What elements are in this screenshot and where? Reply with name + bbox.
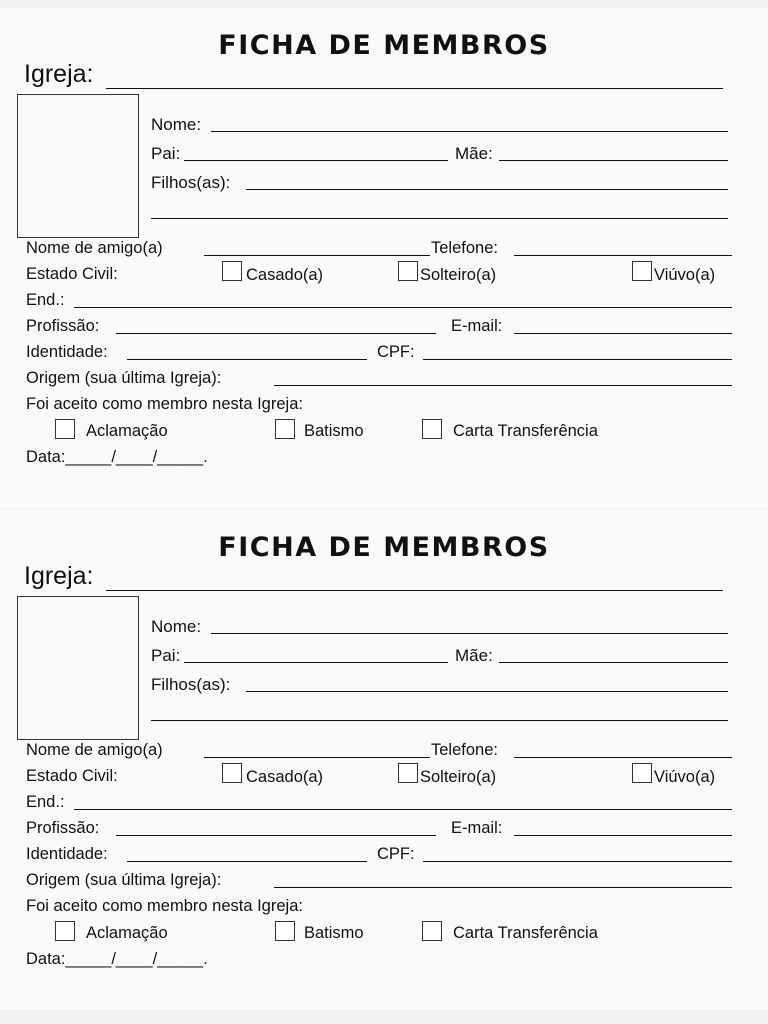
form-title: FICHA DE MEMBROS	[218, 30, 550, 61]
solteiro-label: Solteiro(a)	[420, 768, 497, 786]
carta-label: Carta Transferência	[453, 422, 598, 440]
viuvo-checkbox[interactable]	[632, 763, 652, 783]
cpf-field[interactable]	[423, 861, 732, 862]
estado-civil-label: Estado Civil:	[26, 265, 118, 283]
email-field[interactable]	[514, 333, 732, 334]
aclamacao-checkbox[interactable]	[55, 921, 75, 941]
filhos-field-extra[interactable]	[151, 218, 728, 219]
telefone-label: Telefone:	[431, 239, 498, 257]
filhos-field[interactable]	[246, 691, 728, 692]
pai-label: Pai:	[151, 646, 181, 665]
viuvo-checkbox[interactable]	[632, 261, 652, 281]
viuvo-label: Viúvo(a)	[654, 266, 716, 284]
carta-label: Carta Transferência	[453, 924, 598, 942]
email-label: E-mail:	[451, 317, 503, 335]
casado-label: Casado(a)	[246, 266, 324, 284]
batismo-label: Batismo	[304, 924, 364, 942]
viuvo-label: Viúvo(a)	[654, 768, 716, 786]
amigo-label: Nome de amigo(a)	[26, 239, 163, 257]
profissao-label: Profissão:	[26, 819, 100, 837]
end-label: End.:	[26, 291, 65, 309]
estado-civil-label: Estado Civil:	[26, 767, 118, 785]
filhos-field[interactable]	[246, 189, 728, 190]
batismo-checkbox[interactable]	[275, 419, 295, 439]
identidade-label: Identidade:	[26, 845, 108, 863]
mae-field[interactable]	[499, 160, 728, 161]
origem-label: Origem (sua última Igreja):	[26, 369, 222, 387]
mae-label: Mãe:	[455, 144, 493, 163]
cpf-field[interactable]	[423, 359, 732, 360]
identidade-field[interactable]	[127, 861, 367, 862]
form-title: FICHA DE MEMBROS	[218, 532, 550, 563]
end-field[interactable]	[74, 809, 732, 810]
carta-checkbox[interactable]	[422, 921, 442, 941]
casado-checkbox[interactable]	[222, 763, 242, 783]
telefone-field[interactable]	[514, 255, 732, 256]
pai-field[interactable]	[184, 160, 448, 161]
mae-label: Mãe:	[455, 646, 493, 665]
email-field[interactable]	[514, 835, 732, 836]
nome-label: Nome:	[151, 617, 202, 636]
casado-label: Casado(a)	[246, 768, 324, 786]
batismo-checkbox[interactable]	[275, 921, 295, 941]
aceito-label: Foi aceito como membro nesta Igreja:	[26, 897, 303, 915]
aclamacao-label: Aclamação	[86, 924, 168, 942]
identidade-field[interactable]	[127, 359, 367, 360]
cpf-label: CPF:	[377, 343, 415, 361]
aceito-label: Foi aceito como membro nesta Igreja:	[26, 395, 303, 413]
batismo-label: Batismo	[304, 422, 364, 440]
origem-field[interactable]	[274, 385, 732, 386]
profissao-label: Profissão:	[26, 317, 100, 335]
filhos-label: Filhos(as):	[151, 173, 231, 192]
amigo-label: Nome de amigo(a)	[26, 741, 163, 759]
amigo-field[interactable]	[204, 255, 430, 256]
data-field[interactable]: Data:_____/____/_____.	[26, 950, 208, 968]
solteiro-label: Solteiro(a)	[420, 266, 497, 284]
nome-field[interactable]	[211, 633, 728, 634]
mae-field[interactable]	[499, 662, 728, 663]
solteiro-checkbox[interactable]	[398, 763, 418, 783]
pai-label: Pai:	[151, 144, 181, 163]
profissao-field[interactable]	[116, 835, 436, 836]
casado-checkbox[interactable]	[222, 261, 242, 281]
aclamacao-checkbox[interactable]	[55, 419, 75, 439]
origem-label: Origem (sua última Igreja):	[26, 871, 222, 889]
profissao-field[interactable]	[116, 333, 436, 334]
igreja-field[interactable]	[106, 590, 723, 591]
igreja-label: Igreja:	[24, 60, 94, 88]
solteiro-checkbox[interactable]	[398, 261, 418, 281]
telefone-label: Telefone:	[431, 741, 498, 759]
photo-box[interactable]	[17, 94, 139, 238]
carta-checkbox[interactable]	[422, 419, 442, 439]
telefone-field[interactable]	[514, 757, 732, 758]
igreja-label: Igreja:	[24, 562, 94, 590]
data-field[interactable]: Data:_____/____/_____.	[26, 448, 208, 466]
origem-field[interactable]	[274, 887, 732, 888]
igreja-field[interactable]	[106, 88, 723, 89]
cpf-label: CPF:	[377, 845, 415, 863]
aclamacao-label: Aclamação	[86, 422, 168, 440]
end-label: End.:	[26, 793, 65, 811]
pai-field[interactable]	[184, 662, 448, 663]
member-form-bottom	[0, 510, 768, 1010]
email-label: E-mail:	[451, 819, 503, 837]
nome-field[interactable]	[211, 131, 728, 132]
amigo-field[interactable]	[204, 757, 430, 758]
end-field[interactable]	[74, 307, 732, 308]
filhos-label: Filhos(as):	[151, 675, 231, 694]
filhos-field-extra[interactable]	[151, 720, 728, 721]
photo-box[interactable]	[17, 596, 139, 740]
identidade-label: Identidade:	[26, 343, 108, 361]
nome-label: Nome:	[151, 115, 202, 134]
member-form-top	[0, 8, 768, 508]
